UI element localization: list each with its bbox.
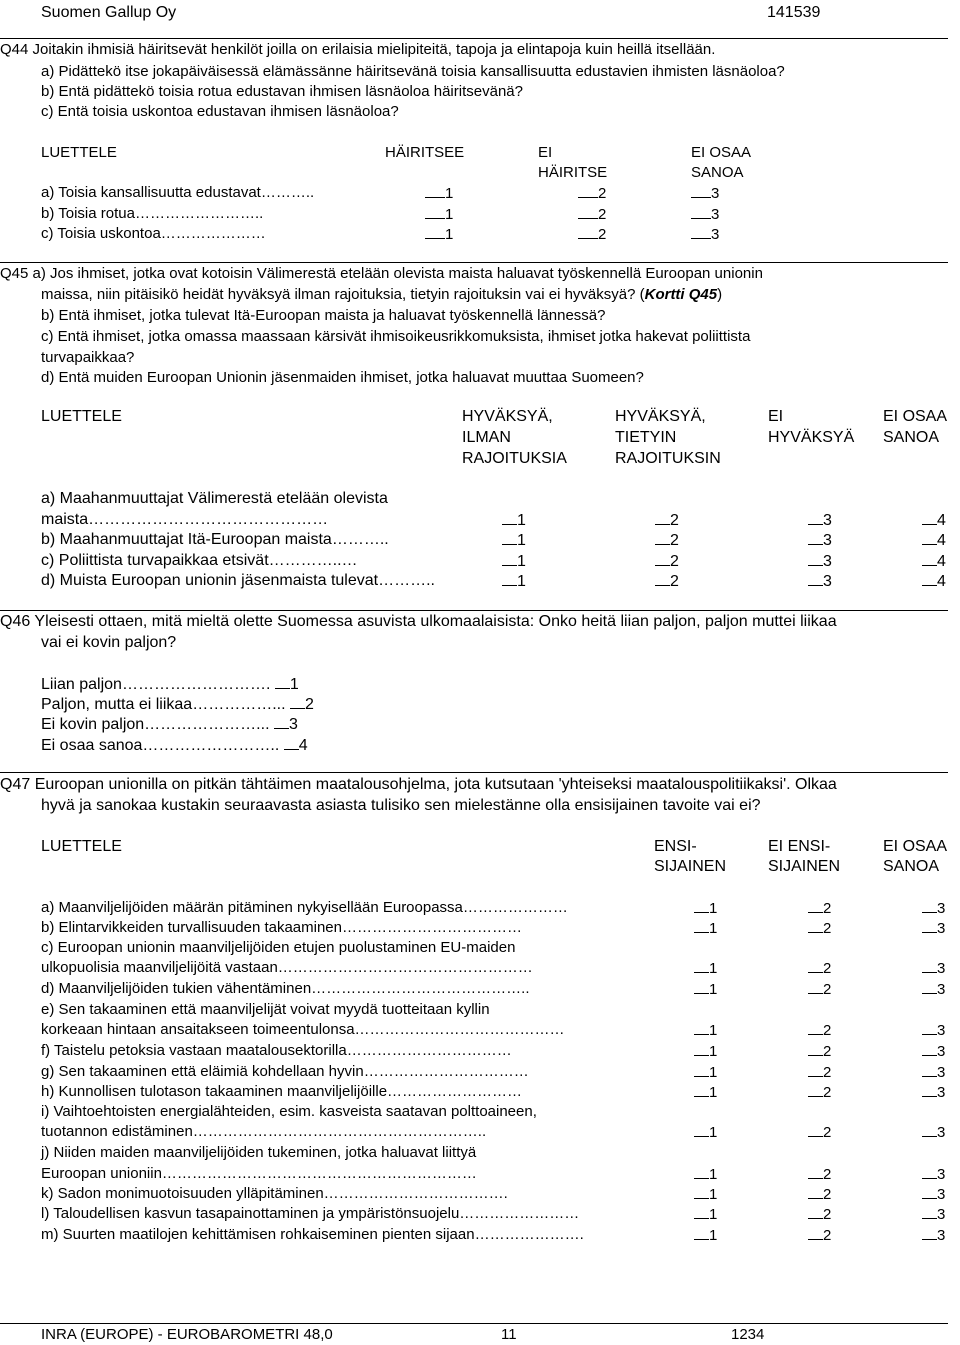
q45-row-code[interactable]: 4 [922,530,946,550]
q45-row-code[interactable]: 1 [502,530,526,550]
q47-code[interactable]: 3 [922,1164,945,1184]
q46-option[interactable]: Paljon, mutta ei liikaa……………... 2 [41,696,314,713]
q47-code[interactable]: 2 [808,918,831,938]
header-company: Suomen Gallup Oy [41,4,177,21]
q45-row-code[interactable]: 2 [655,530,679,550]
q47-col3-l1: EI OSAA [883,838,948,855]
q47-code[interactable]: 2 [808,1082,831,1102]
q44-col-ei-2: HÄIRITSE [538,164,608,181]
q44-row-label: c) Toisia uskontoa………………… [41,225,266,242]
q44-item-c: c) Entä toisia uskontoa edustavan ihmisen läsnäoloa? [41,103,399,120]
q47-code[interactable]: 1 [694,958,717,978]
q47-code[interactable]: 3 [922,1122,945,1142]
q47-row-label: g) Sen takaaminen että eläimiä kohdellaan hyvin…………………………… [41,1063,529,1080]
q47-code[interactable]: 1 [694,1041,717,1061]
q47-code[interactable]: 2 [808,958,831,978]
q45-row-code[interactable]: 4 [922,510,946,530]
q44-text: Q44 Joitakin ihmisiä häiritsevät henkilöt joilla on erilaisia mielipiteitä, tapoja ja elintapoja kuin heillä itsellään. [0,41,716,58]
q47-code[interactable]: 1 [694,1082,717,1102]
q47-row-label: j) Niiden maiden maanviljelijöiden tukeminen, jotka haluavat liittyä [41,1144,477,1161]
q45-row-code[interactable]: 3 [808,530,832,550]
q44-row-label: a) Toisia kansallisuutta edustavat……….. [41,184,315,201]
q44-col-eos-1: EI OSAA [691,144,752,161]
q45-row-code[interactable]: 4 [922,551,946,571]
q46-option[interactable]: Ei kovin paljon…………………... 3 [41,716,298,733]
q46-option[interactable]: Liian paljon………………………. 1 [41,676,299,693]
q45-col3-l1: EI [768,408,784,425]
q47-code[interactable]: 3 [922,1020,945,1040]
q45-col1-l2: ILMAN [462,429,511,446]
q47-code[interactable]: 3 [922,1041,945,1061]
q45-row-code[interactable]: 3 [808,551,832,571]
q47-row-label: k) Sadon monimuotoisuuden ylläpitäminen………………………………. [41,1185,508,1202]
q47-code[interactable]: 3 [922,958,945,978]
q47-code[interactable]: 2 [808,979,831,999]
q44-col-eos-2: SANOA [691,164,744,181]
q47-code[interactable]: 1 [694,1020,717,1040]
footer-page-number: 11 [501,1326,517,1343]
q47-row-label: korkeaan hintaan ansaitakseen toimeentulonsa…………………………………… [41,1021,565,1038]
q46-text-1: Q46 Yleisesti ottaen, mitä mieltä olette Suomessa asuvista ulkomaalaisista: Onko heitä liian paljon, paljon muttei liikaa [0,613,837,630]
q47-col1-l1: ENSI- [654,838,697,855]
q47-code[interactable]: 2 [808,1184,831,1204]
section-divider [0,262,948,263]
q47-row-label: ulkopuolisia maanviljelijöitä vastaan…………………………………………… [41,959,533,976]
q44-row-code[interactable]: 2 [578,204,606,224]
q44-row-code[interactable]: 1 [425,224,453,244]
q45-text-2: maissa, niin pitäisikö heidät hyväksyä ilman rajoituksia, tietyin rajoituksin vai ei hyväksyä? (Kortti Q45) [41,286,723,303]
q45-item-d: d) Entä muiden Euroopan Unionin jäsenmaiden ihmiset, jotka haluavat muuttaa Suomeen? [41,369,644,386]
q47-col3-l2: SANOA [883,858,940,875]
q45-row-label: d) Muista Euroopan unionin jäsenmaista tulevat……….. [41,572,435,589]
q44-row-label: b) Toisia rotua…………………….. [41,205,264,222]
q47-row-label: l) Taloudellisen kasvun tasapainottaminen ja ympäristönsuojelu…………………… [41,1205,580,1222]
q47-code[interactable]: 2 [808,1062,831,1082]
q47-code[interactable]: 3 [922,918,945,938]
q47-code[interactable]: 2 [808,1020,831,1040]
q47-code[interactable]: 1 [694,1184,717,1204]
q45-row-code[interactable]: 3 [808,571,832,591]
q45-col4-l1: EI OSAA [883,408,948,425]
section-divider [0,610,948,611]
q47-code[interactable]: 2 [808,1225,831,1245]
q47-col2-l2: SIJAINEN [768,858,841,875]
q47-row-label: m) Suurten maatilojen kehittämisen rohkaiseminen pienten sijaan…………………. [41,1226,584,1243]
q45-row-code[interactable]: 2 [655,510,679,530]
q45-text-1: Q45 a) Jos ihmiset, jotka ovat kotoisin Välimerestä etelään olevista maista haluavat työskennellä Euroopan unionin [0,265,763,282]
q47-text-1: Q47 Euroopan unionilla on pitkän tähtäimen maatalousohjelma, jota kutsutaan 'yhteiseksi maatalouspolitiikaksi'. Olkaa [0,776,837,793]
q47-col-luettele: LUETTELE [41,838,122,855]
q47-code[interactable]: 1 [694,1062,717,1082]
q45-row-label: b) Maahanmuuttajat Itä-Euroopan maista……….. [41,531,389,548]
q44-col-hairitsee: HÄIRITSEE [385,144,465,161]
q44-item-a: a) Pidättekö itse jokapäiväisessä elämässänne häiritsevänä toisia kansallisuutta edustavien ihmisten läsnäoloa? [41,63,785,80]
q47-code[interactable]: 2 [808,1041,831,1061]
q47-code[interactable]: 1 [694,979,717,999]
q45-row-code[interactable]: 1 [502,571,526,591]
footer-survey: INRA (EUROPE) - EUROBAROMETRI 48,0 [41,1326,333,1343]
q47-code[interactable]: 3 [922,979,945,999]
q47-code[interactable]: 2 [808,1164,831,1184]
q47-code[interactable]: 3 [922,1062,945,1082]
q46-option[interactable]: Ei osaa sanoa…………………….. 4 [41,737,308,754]
q44-row-code[interactable]: 3 [691,204,719,224]
q47-code[interactable]: 3 [922,1082,945,1102]
q46-text-2: vai ei kovin paljon? [41,634,177,651]
q47-code[interactable]: 1 [694,1164,717,1184]
q47-text-2: hyvä ja sanokaa kustakin seuraavasta asiasta tulisiko sen mielestänne olla ensisijainen tavoite vai ei? [41,797,761,814]
q47-code[interactable]: 1 [694,1225,717,1245]
q47-row-label: f) Taistelu petoksia vastaan maatalousektorilla…………………………… [41,1042,512,1059]
q45-col2-l2: TIETYIN [615,429,677,446]
q44-row-code[interactable]: 3 [691,224,719,244]
q47-row-label: h) Kunnollisen tulotason takaaminen maanviljelijöille……………………… [41,1083,523,1100]
q47-row-label: b) Elintarvikkeiden turvallisuuden takaaminen……………………………… [41,919,522,936]
q47-code[interactable]: 1 [694,918,717,938]
q45-col1-l3: RAJOITUKSIA [462,450,567,467]
q45-row-code[interactable]: 1 [502,510,526,530]
q45-row-code[interactable]: 4 [922,571,946,591]
header-rule [0,38,948,39]
q45-row-label: maista……………………………………… [41,511,329,528]
q44-row-code[interactable]: 2 [578,183,606,203]
q47-code[interactable]: 1 [694,1204,717,1224]
q44-row-code[interactable]: 3 [691,183,719,203]
q45-item-c-cont: turvapaikkaa? [41,349,135,366]
q44-row-code[interactable]: 1 [425,204,453,224]
q44-col-luettele: LUETTELE [41,144,117,161]
q44-col-ei-1: EI [538,144,553,161]
q47-code[interactable]: 3 [922,898,945,918]
q47-row-label: d) Maanviljelijöiden tukien vähentäminen…………………………………….. [41,980,530,997]
q45-row-label: c) Poliittista turvapaikkaa etsivät…………..… [41,552,358,569]
q47-code[interactable]: 3 [922,1225,945,1245]
q47-code[interactable]: 3 [922,1184,945,1204]
q45-row-code[interactable]: 2 [655,571,679,591]
footer-rule [0,1323,948,1324]
q47-code[interactable]: 2 [808,898,831,918]
q47-col1-l2: SIJAINEN [654,858,727,875]
q45-col-luettele: LUETTELE [41,408,122,425]
q45-col4-l2: SANOA [883,429,940,446]
q47-code[interactable]: 1 [694,1122,717,1142]
q45-row-code[interactable]: 1 [502,551,526,571]
q44-row-code[interactable]: 2 [578,224,606,244]
q47-row-label: Euroopan unioniin……………………………………………………… [41,1165,477,1182]
q44-item-b: b) Entä pidättekö toisia rotua edustavan ihmisen läsnäoloa häiritsevänä? [41,83,523,100]
q45-col2-l3: RAJOITUKSIN [615,450,721,467]
header-number: 141539 [767,4,821,21]
q47-code[interactable]: 1 [694,898,717,918]
q47-row-label: i) Vaihtoehtoisten energialähteiden, esim. kasveista saatavan polttoaineen, [41,1103,537,1120]
q45-col3-l2: HYVÄKSYÄ [768,429,855,446]
footer-code: 1234 [731,1326,765,1343]
kortti-reference: Kortti Q45 [644,286,718,303]
q45-row-code[interactable]: 2 [655,551,679,571]
q45-col1-l1: HYVÄKSYÄ, [462,408,553,425]
q47-row-label: a) Maanviljelijöiden määrän pitäminen nykyisellään Euroopassa………………… [41,899,568,916]
q45-item-c: c) Entä ihmiset, jotka omassa maassaan kärsivät ihmisoikeusrikkomuksista, ihmiset jotka hakevat poliittista [41,328,751,345]
q45-row-code[interactable]: 3 [808,510,832,530]
q47-row-label: c) Euroopan unionin maanviljelijöiden etujen puolustaminen EU-maiden [41,939,516,956]
q47-code[interactable]: 3 [922,1204,945,1224]
q45-col2-l1: HYVÄKSYÄ, [615,408,706,425]
q47-code[interactable]: 2 [808,1204,831,1224]
q47-col2-l1: EI ENSI- [768,838,831,855]
section-divider [0,772,948,773]
q45-row-label: a) Maahanmuuttajat Välimerestä etelään olevista [41,490,388,507]
q45-item-b: b) Entä ihmiset, jotka tulevat Itä-Euroopan maista ja haluavat työskennellä lännessä? [41,307,606,324]
q47-row-label: e) Sen takaaminen että maanviljelijät voivat myydä tuotteitaan kyllin [41,1001,490,1018]
q47-row-label: tuotannon edistäminen………………………………………………….. [41,1123,487,1140]
q44-row-code[interactable]: 1 [425,183,453,203]
q47-code[interactable]: 2 [808,1122,831,1142]
